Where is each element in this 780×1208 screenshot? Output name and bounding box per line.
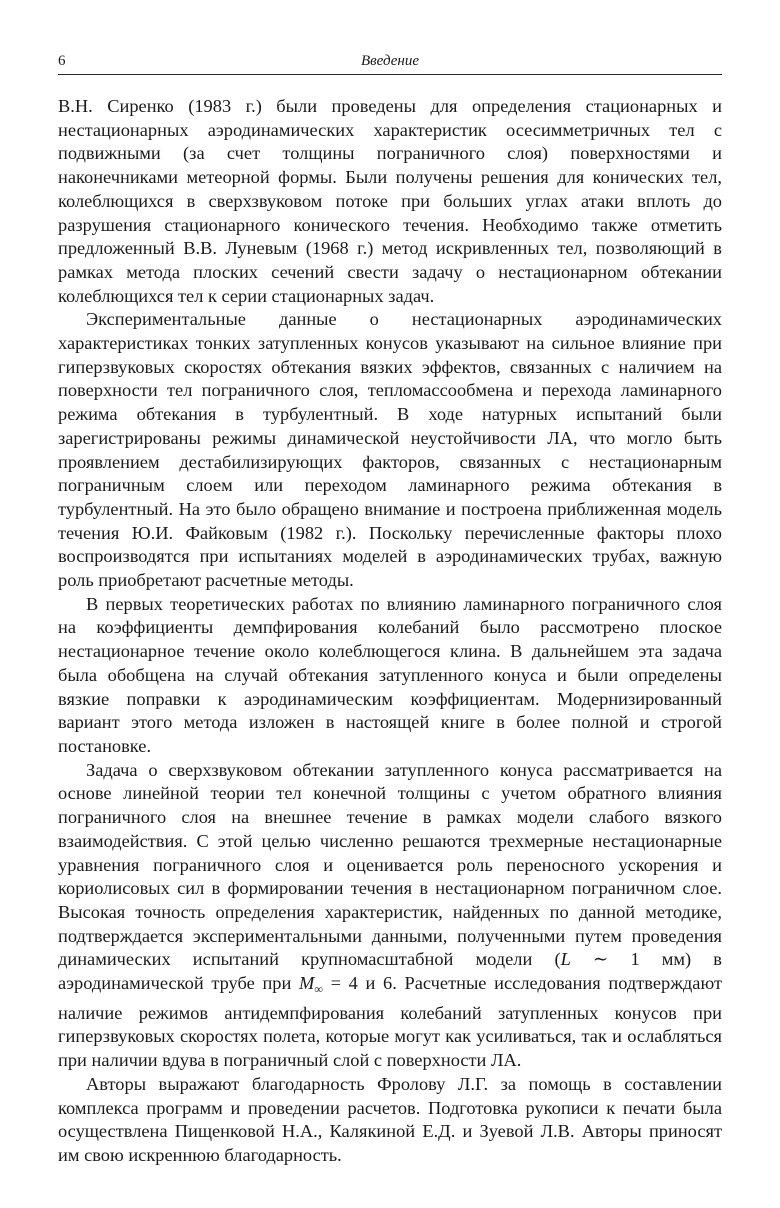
paragraph-text-part: = 4 и 6. Расчетные исследования подтверждают наличие режимов антидемпфирования колебаний затупленных конусов при гиперзвуковых скоростях полета, которые могут как усиливаться, так и ослабляться при наличии вдува в пограничный слой с поверхности ЛА. xyxy=(58,973,722,1071)
page-number: 6 xyxy=(58,53,66,69)
paragraph-text-part: Задача о сверхзвуковом обтекании затупленного конуса рассматривается на основе линейной теории тел конечной толщины с учетом обратного влияния пограничного слоя на внешнее течение в рамках модели слабого вязкого взаимодействия. С этой целью численно решаются трехмерные нестационарные уравнения пограничного слоя и оценивается роль переносного ускорения и кориолисовых сил в формировании течения в нестационарном пограничном слое. Высокая точность определения характеристик, найденных по данной методике, подтверждается экспериментальными данными, полученными путем проведения динамических испытаний крупномасштабной модели ( xyxy=(58,759,722,970)
body-text xyxy=(58,95,722,1168)
paragraph-continued: В.Н. Сиренко (1983 г.) были проведены для определения стационарных и нестационарных аэродинамических характеристик осесимметричных тел с подвижными (за счет толщины пограничного слоя) поверхностями и наконечниками метеорной формы. Были получены решения для конических тел, колеблющихся в сверхзвуковом потоке при больших углах атаки вплоть до разрушения стационарного конического течения. Необходимо также отметить предложенный В.В. Луневым (1968 г.) метод искривленных тел, позволяющий в рамках метода плоских сечений свести задачу о нестационарном обтекании колеблющихся тел к серии стационарных задач. xyxy=(58,96,722,306)
mach-subscript: ∞ xyxy=(314,982,323,997)
mach-symbol: M xyxy=(299,973,315,994)
paragraph-supersonic-flow-problem xyxy=(58,759,722,1073)
section-title: Введение xyxy=(361,53,419,69)
book-page xyxy=(58,50,722,1168)
running-header xyxy=(58,50,722,75)
paragraph-acknowledgements: Авторы выражают благодарность Фролову Л.Г. за помощь в составлении комплекса программ и проведении расчетов. Подготовка рукописи к печати была осуществлена Пищенковой Н.А., Калякиной Е.Д. и Зуевой Л.В. Авторы приносят им свою искреннюю благодарность. xyxy=(58,1073,722,1165)
paragraph-text-part: ∼ 1 мм) в аэродинамической трубе при xyxy=(58,949,722,994)
paragraph-first-theoretical-works: В первых теоретических работах по влиянию ламинарного пограничного слоя на коэффициенты демпфирования колебаний было рассмотрено плоское нестационарное течение около колеблющегося клина. В дальнейшем эта задача была обобщена на случай обтекания затупленного конуса и были определены вязкие поправки к аэродинамическим коэффициентам. Модернизированный вариант этого метода изложен в настоящей книге в более полной и строгой постановке. xyxy=(58,593,722,756)
length-symbol: L xyxy=(560,949,571,970)
paragraph-experimental-data: Экспериментальные данные о нестационарных аэродинамических характеристиках тонких затупленных конусов указывают на сильное влияние при гиперзвуковых скоростях обтекания вязких эффектов, связанных с наличием на поверхности тел пограничного слоя, тепломассообмена и перехода ламинарного режима обтекания в турбулентный. В ходе натурных испытаний были зарегистрированы режимы динамической неустойчивости ЛА, что могло быть проявлением дестабилизирующих факторов, связанных с нестационарным пограничным слоем или переходом ламинарного режима обтекания в турбулентный. На это было обращено внимание и построена приближенная модель течения Ю.И. Файковым (1982 г.). Поскольку перечисленные факторы плохо воспроизводятся при испытаниях моделей в аэродинамических трубах, важную роль приобретают расчетные методы. xyxy=(58,309,722,591)
